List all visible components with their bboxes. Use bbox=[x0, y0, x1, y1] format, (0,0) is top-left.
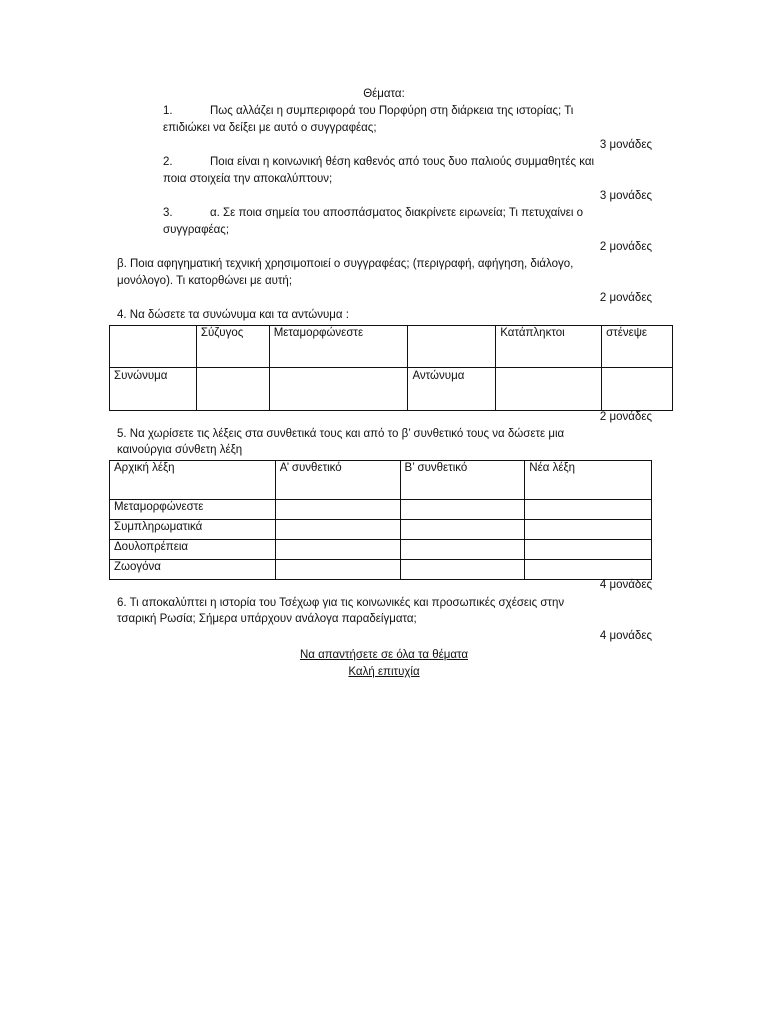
column-header: Νέα λέξη bbox=[525, 461, 652, 500]
q2-line2: ποια στοιχεία την αποκαλύπτουν; bbox=[163, 173, 333, 185]
q3-line2: συγγραφέας; bbox=[163, 224, 230, 236]
q5-line1: 5. Να χωρίσετε τις λέξεις στα συνθετικά τους και από το β’ συνθετικό τους να δώσετε μια bbox=[117, 428, 565, 440]
q1-number: 1. bbox=[163, 105, 173, 117]
table-row bbox=[110, 368, 673, 411]
q3-points: 2 μονάδες bbox=[599, 241, 652, 253]
table-cell: Αντώνυμα bbox=[408, 368, 496, 411]
table-row bbox=[110, 520, 652, 540]
table-cell: στένεψε bbox=[602, 326, 673, 368]
closing-wish: Καλή επιτυχία bbox=[348, 666, 420, 678]
table-row bbox=[110, 500, 652, 520]
answer-cell[interactable] bbox=[196, 368, 269, 411]
q6-line1: 6. Τι αποκαλύπτει η ιστορία του Τσέχωφ για τις κοινωνικές και προσωπικές σχέσεις στην bbox=[117, 597, 565, 609]
column-header: Αρχική λέξη bbox=[110, 461, 276, 500]
answer-cell[interactable] bbox=[496, 368, 602, 411]
q3b-line1: β. Ποια αφηγηματική τεχνική χρησιμοποιεί ο συγγραφέας; (περιγραφή, αφήγηση, διάλογο, bbox=[117, 258, 574, 270]
q5-line2: καινούργια σύνθετη λέξη bbox=[117, 444, 243, 456]
answer-cell[interactable] bbox=[400, 540, 525, 560]
column-header: Β’ συνθετικό bbox=[400, 461, 525, 500]
page-title: Θέματα: bbox=[363, 88, 405, 100]
table-header-row bbox=[110, 461, 652, 500]
q4-heading: 4. Να δώσετε τα συνώνυμα και τα αντώνυμα : bbox=[117, 309, 349, 321]
q1-line2: επιδιώκει να δείξει με αυτό ο συγγραφέας; bbox=[163, 122, 377, 134]
q2-line1: Ποια είναι η κοινωνική θέση καθενός από τους δυο παλιούς συμμαθητές και bbox=[210, 156, 595, 168]
answer-cell[interactable] bbox=[602, 368, 673, 411]
table-cell[interactable] bbox=[408, 326, 496, 368]
answer-cell[interactable] bbox=[525, 560, 652, 580]
answer-cell[interactable] bbox=[525, 540, 652, 560]
answer-cell[interactable] bbox=[275, 500, 400, 520]
q2-number: 2. bbox=[163, 156, 173, 168]
table-cell: Συνώνυμα bbox=[110, 368, 197, 411]
table-cell: Σύζυγος bbox=[196, 326, 269, 368]
q5-points: 4 μονάδες bbox=[599, 579, 652, 591]
table-row bbox=[110, 560, 652, 580]
q1-points: 3 μονάδες bbox=[599, 139, 652, 151]
answer-cell[interactable] bbox=[525, 500, 652, 520]
table-cell: Κατάπληκτοι bbox=[496, 326, 602, 368]
table-row bbox=[110, 326, 673, 368]
column-header: Α’ συνθετικό bbox=[275, 461, 400, 500]
q3b-points: 2 μονάδες bbox=[599, 292, 652, 304]
answer-cell[interactable] bbox=[400, 560, 525, 580]
q4-points: 2 μονάδες bbox=[599, 411, 652, 423]
q3-number: 3. bbox=[163, 207, 173, 219]
q1-line1: Πως αλλάζει η συμπεριφορά του Πορφύρη στη διάρκεια της ιστορίας; Τι bbox=[210, 105, 574, 117]
q3b-line2: μονόλογο). Τι κατορθώνει με αυτή; bbox=[117, 275, 293, 287]
table-row bbox=[110, 540, 652, 560]
word-cell: Συμπληρωματικά bbox=[110, 520, 276, 540]
answer-cell[interactable] bbox=[275, 560, 400, 580]
answer-cell[interactable] bbox=[525, 520, 652, 540]
word-cell: Μεταμορφώνεστε bbox=[110, 500, 276, 520]
answer-cell[interactable] bbox=[400, 520, 525, 540]
q6-line2: τσαρική Ρωσία; Σήμερα υπάρχουν ανάλογα παραδείγματα; bbox=[117, 613, 417, 625]
q2-points: 3 μονάδες bbox=[599, 190, 652, 202]
compound-words-table bbox=[109, 460, 652, 580]
closing-instruction: Να απαντήσετε σε όλα τα θέματα bbox=[299, 649, 469, 661]
word-cell: Δουλοπρέπεια bbox=[110, 540, 276, 560]
table-cell: Μεταμορφώνεστε bbox=[269, 326, 408, 368]
answer-cell[interactable] bbox=[275, 540, 400, 560]
synonyms-antonyms-table bbox=[109, 325, 673, 411]
answer-cell[interactable] bbox=[400, 500, 525, 520]
table-cell[interactable] bbox=[110, 326, 197, 368]
q6-points: 4 μονάδες bbox=[599, 630, 652, 642]
q3-line1: α. Σε ποια σημεία του αποσπάσματος διακρίνετε ειρωνεία; Τι πετυχαίνει ο bbox=[210, 207, 584, 219]
answer-cell[interactable] bbox=[275, 520, 400, 540]
word-cell: Ζωογόνα bbox=[110, 560, 276, 580]
answer-cell[interactable] bbox=[269, 368, 408, 411]
